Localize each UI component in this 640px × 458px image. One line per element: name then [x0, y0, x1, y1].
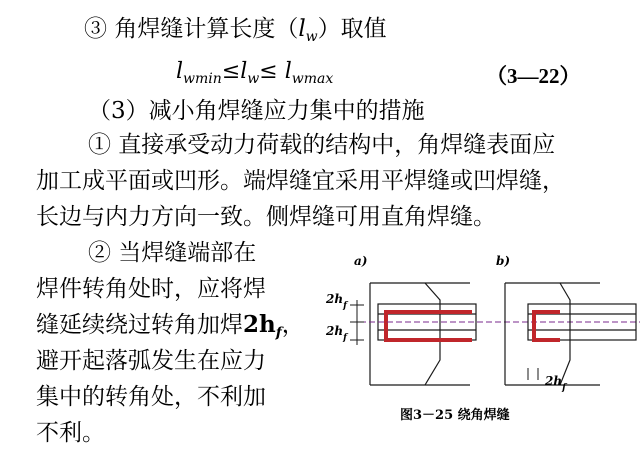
weld-a [386, 312, 472, 340]
para2-comma: ， [281, 312, 305, 338]
formula-lhs: l [176, 59, 184, 84]
dim-b: $2h_f$ [545, 374, 566, 393]
figure-label-a: a) [354, 254, 368, 268]
para1-line1: ① 直接承受动力荷载的结构中，角焊缝表面应 [88, 132, 556, 158]
plate-a-taper [425, 283, 440, 385]
para2-2h-sub: f [275, 325, 282, 341]
formula-lhs-sub: wmin [183, 71, 222, 87]
plate-b-taper [560, 283, 570, 385]
para1-line3: 长边与内力方向一致。侧焊缝可用直角焊缝。 [36, 204, 496, 230]
para1-line2: 加工成平面或凹形。端焊缝宜采用平焊缝或凹焊缝， [36, 168, 565, 194]
para2-line3-text: 缝延续绕过转角加焊 [36, 312, 243, 338]
figure-label-b: b) [496, 254, 511, 268]
plate-b-outline [505, 283, 600, 385]
weld-b [534, 312, 560, 340]
item3-circle: ③ [84, 16, 107, 42]
para2-line4: 避开起落弧发生在应力 [36, 348, 266, 374]
para2-line6: 不利。 [36, 420, 105, 446]
para2-line5: 集中的转角处，不利加 [36, 384, 266, 410]
figure-b [505, 283, 636, 385]
para2-line1: ② 当焊缝端部在 [88, 240, 257, 266]
formula-le1: ≤ [221, 59, 241, 84]
formula-number: （3—22） [486, 64, 581, 88]
figure-caption: 图3－25 绕角焊缝 [400, 408, 510, 423]
formula-mid: l [240, 59, 248, 84]
formula-rhs-sub: wmax [291, 71, 334, 87]
section-title: （3）减小角焊缝应力集中的措施 [88, 98, 425, 124]
item3-close: ）取值 [317, 16, 387, 42]
formula-mid-sub: w [247, 71, 260, 87]
item3-text: 角焊缝计算长度（ [114, 16, 299, 42]
formula-rhs: l [284, 59, 292, 84]
para2-2h: 2h [243, 311, 276, 338]
para2-line2: 焊件转角处时，应将焊 [36, 276, 266, 302]
item3-l: l [298, 16, 306, 42]
formula-le2: ≤ [259, 59, 278, 84]
dim-a-top: $2h_f$ [326, 292, 347, 311]
dim-a-bot: $2h_f$ [326, 324, 347, 343]
item3-sub: w [305, 29, 318, 45]
